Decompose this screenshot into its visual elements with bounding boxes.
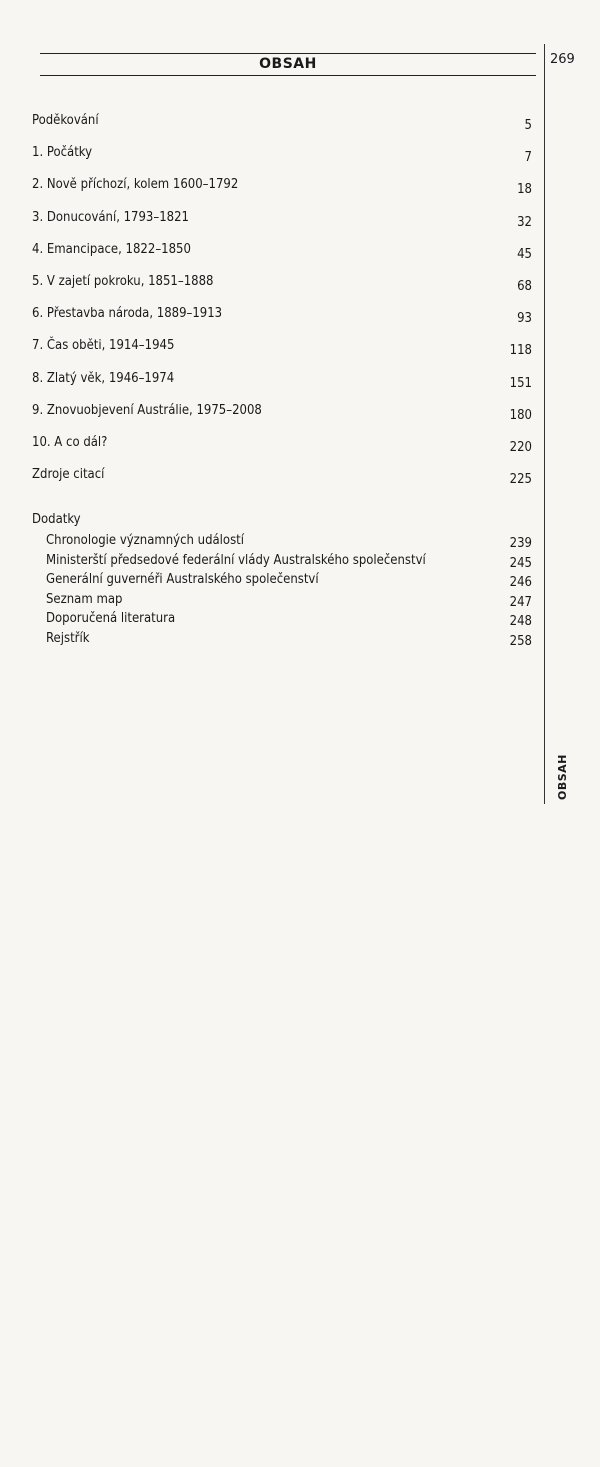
toc-entry-acknowledgements [32, 113, 532, 145]
toc-main-list [32, 113, 532, 499]
toc-entry-page: 225 [509, 472, 532, 488]
toc-entry-page: 239 [509, 536, 532, 551]
toc-entry-label: Poděkování [32, 113, 99, 128]
toc-entry-page: 45 [517, 246, 532, 262]
toc-entry-page: 220 [509, 439, 532, 455]
toc-entry-label: 3. Donucování, 1793–1821 [32, 209, 189, 225]
appendix-heading: Dodatky [32, 512, 81, 527]
toc-appendix-entry-chronology [46, 533, 532, 553]
toc-entry-page: 93 [517, 311, 532, 327]
toc-entry-page: 32 [517, 214, 532, 230]
toc-entry-label: Seznam map [46, 591, 123, 607]
toc-entry-page: 180 [509, 407, 532, 423]
toc-entry-page: 68 [517, 278, 532, 294]
margin-divider [544, 44, 545, 804]
toc-entry-page: 18 [517, 182, 532, 198]
toc-appendix-list [46, 533, 532, 650]
toc-entry-label: 9. Znovuobjevení Austrálie, 1975–2008 [32, 402, 262, 418]
toc-entry-page: 246 [509, 575, 532, 590]
toc-appendix-entry-literature [46, 611, 532, 631]
side-section-label: OBSAH [556, 754, 569, 800]
toc-entry-label: 7. Čas oběti, 1914–1945 [32, 338, 175, 354]
toc-entry-label: Ministerští předsedové federální vlády Australského společenství [46, 552, 426, 568]
toc-entry-chapter-1 [32, 145, 532, 177]
toc-entry-page: 5 [524, 118, 532, 133]
toc-entry-label: Zdroje citací [32, 467, 105, 483]
toc-entry-label: Chronologie významných událostí [46, 533, 244, 548]
toc-entry-label: 8. Zlatý věk, 1946–1974 [32, 370, 175, 386]
toc-entry-label: Generální guvernéři Australského společenství [46, 572, 319, 587]
toc-entry-page: 247 [509, 594, 532, 610]
header-rule-bottom [40, 75, 536, 76]
toc-entry-label: Rejstřík [46, 630, 90, 646]
toc-entry-page: 245 [509, 555, 532, 571]
toc-entry-page: 7 [524, 150, 532, 166]
toc-entry-label: 5. V zajetí pokroku, 1851–1888 [32, 273, 214, 289]
toc-entry-label: 4. Emancipace, 1822–1850 [32, 241, 191, 257]
toc-entry-label: Doporučená literatura [46, 611, 176, 626]
toc-appendix-entry-maps [46, 592, 532, 612]
toc-entry-page: 151 [509, 375, 532, 391]
toc-entry-label: 2. Nově příchozí, kolem 1600–1792 [32, 177, 239, 193]
toc-entry-page: 248 [509, 614, 532, 629]
toc-entry-page: 118 [509, 343, 532, 359]
page-title: OBSAH [259, 56, 317, 72]
header-rule-top [40, 53, 536, 54]
page-number: 269 [550, 52, 575, 67]
toc-entry-label: 10. A co dál? [32, 434, 108, 450]
toc-entry-page: 258 [509, 633, 532, 649]
toc-entry-label: 6. Přestavba národa, 1889–1913 [32, 306, 223, 322]
toc-appendix-entry-index [46, 631, 532, 651]
toc-entry-label: 1. Počátky [32, 145, 93, 161]
